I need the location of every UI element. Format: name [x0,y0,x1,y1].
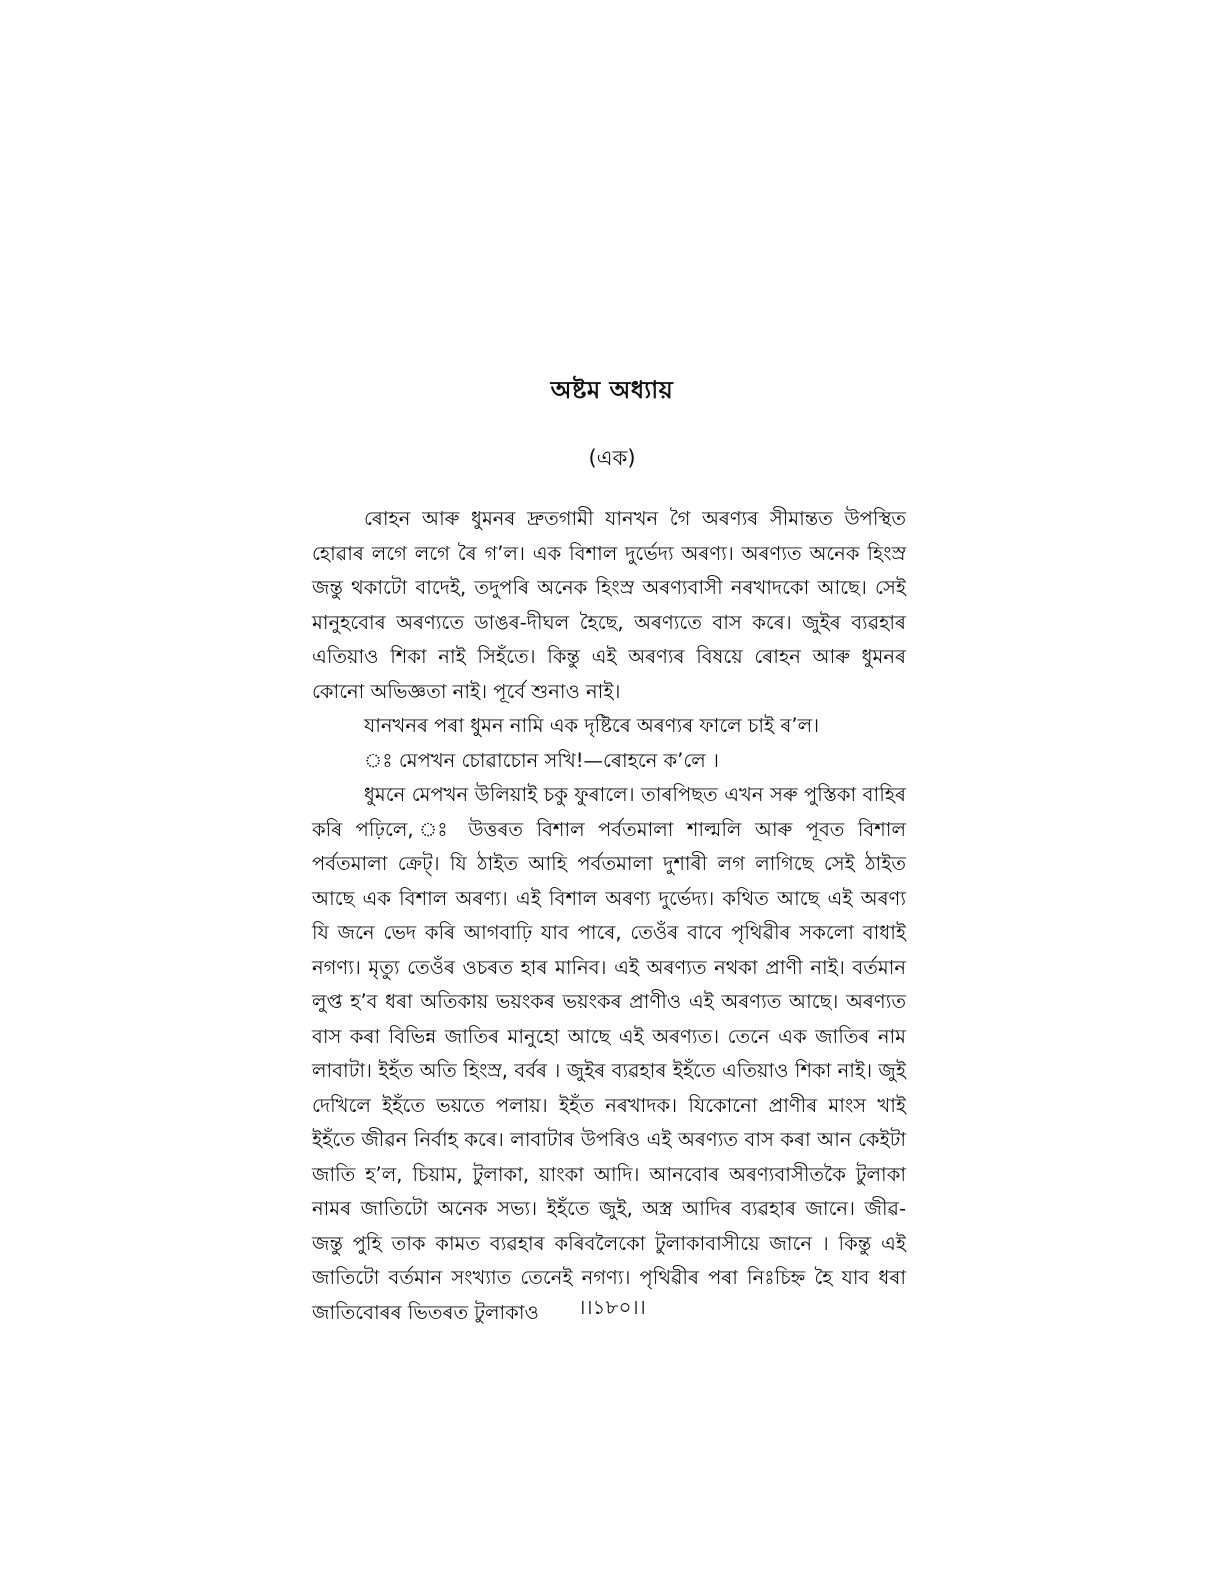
page-number: ।।১৮০।। [578,1295,646,1319]
paragraph-dhuman-looks: যানখনৰ পৰা ধুমন নামি এক দৃষ্টিৰে অৰণ্যৰ ফালে চাই ৰ’ল। [364,714,820,737]
body-text [312,502,906,1330]
paragraph-rohan-speaks: ঃ মেপখন চোৱাচোন সখি!—ৰোহনে ক’লে । [364,748,719,772]
paragraph-intro: ৰোহন আৰু ধুমনৰ দ্ৰুতগামী যানখন গৈ অৰণ্যৰ সীমান্তত উপস্থিত হোৱাৰ লগে লগে ৰৈ গ’ল। এক বিশাল দুৰ্ভেদ্য অৰণ্য। অৰণ্যত অনেক হিংস্ৰ জন্তু থকাটো বাদেই, তদুপৰি অনেক হিংস্ৰ অৰণ্যবাসী নৰখাদকো আছে। সেই মানুহবোৰ অৰণ্যতে ডাঙৰ-দীঘল হৈছে, অৰণ্যতে বাস কৰে। জুইৰ ব্যৱহাৰ এতিয়াও শিকা নাই সিহঁতে। কিন্তু এই অৰণ্যৰ বিষয়ে ৰোহন আৰু ধুমনৰ কোনো অভিজ্ঞতা নাই। পূৰ্বে শুনাও নাই। [312,507,906,703]
section-label: (এক) [588,446,636,470]
chapter-title: অষ্টম অধ্যায় [550,376,674,404]
paragraph-map-reading: ধুমনে মেপখন উলিয়াই চকু ফুৰালে। তাৰপিছত এখন সৰু পুস্তিকা বাহিৰ কৰি পঢ়িলে, ঃ উত্তৰত বিশাল পৰ্বতমালা শাল্মলি আৰু পূবত বিশাল পৰ্বতমালা ক্ৰেট্। যি ঠাইত আহি পৰ্বতমালা দুশাৰী লগ লাগিছে সেই ঠাইত আছে এক বিশাল অৰণ্য। এই বিশাল অৰণ্য দুৰ্ভেদ্য। কথিত আছে এই অৰণ্য যি জনে ভেদ কৰি আগবাঢ়ি যাব পাৰে, তেওঁৰ বাবে পৃথিৱীৰ সকলো বাধাই নগণ্য। মৃত্যু তেওঁৰ ওচৰত হাৰ মানিব। এই অৰণ্যত নথকা প্ৰাণী নাই। বৰ্তমান লুপ্ত হ’ব ধৰা অতিকায় ভয়ংকৰ ভয়ংকৰ প্ৰাণীও এই অৰণ্যত আছে। অৰণ্যত বাস কৰা বিভিন্ন জাতিৰ মানুহো আছে এই অৰণ্যত। তেনে এক জাতিৰ নাম লাবাটা। ইহঁত অতি হিংস্ৰ, বৰ্বৰ । জুইৰ ব্যৱহাৰ ইহঁতে এতিয়াও শিকা নাই। জুই দেখিলে ইহঁতে ভয়তে পলায়। ইহঁত নৰখাদক। যিকোনো প্ৰাণীৰ মাংস খাই ইহঁতে জীৱন নিৰ্বাহ কৰে। লাবাটাৰ উপৰিও এই অৰণ্যত বাস কৰা আন কেইটা জাতি হ’ল, চিয়াম, টুলাকা, য়াংকা আদি। আনবোৰ অৰণ্যবাসীতকৈ টুলাকা নামৰ জাতিটো অনেক সভ্য। ইহঁতে জুই, অস্ত্ৰ আদিৰ ব্যৱহাৰ জানে। জীৱ- জন্তু পুহি তাক কামত ব্যৱহাৰ কৰিবলৈকো টুলাকাবাসীয়ে জানে । কিন্তু এই জাতিটো বৰ্তমান সংখ্যাত তেনেই নগণ্য। পৃথিৱীৰ পৰা নিঃচিহ্ন হৈ যাব ধৰা জাতিবোৰৰ ভিতৰত টুলাকাও [312,783,906,1324]
